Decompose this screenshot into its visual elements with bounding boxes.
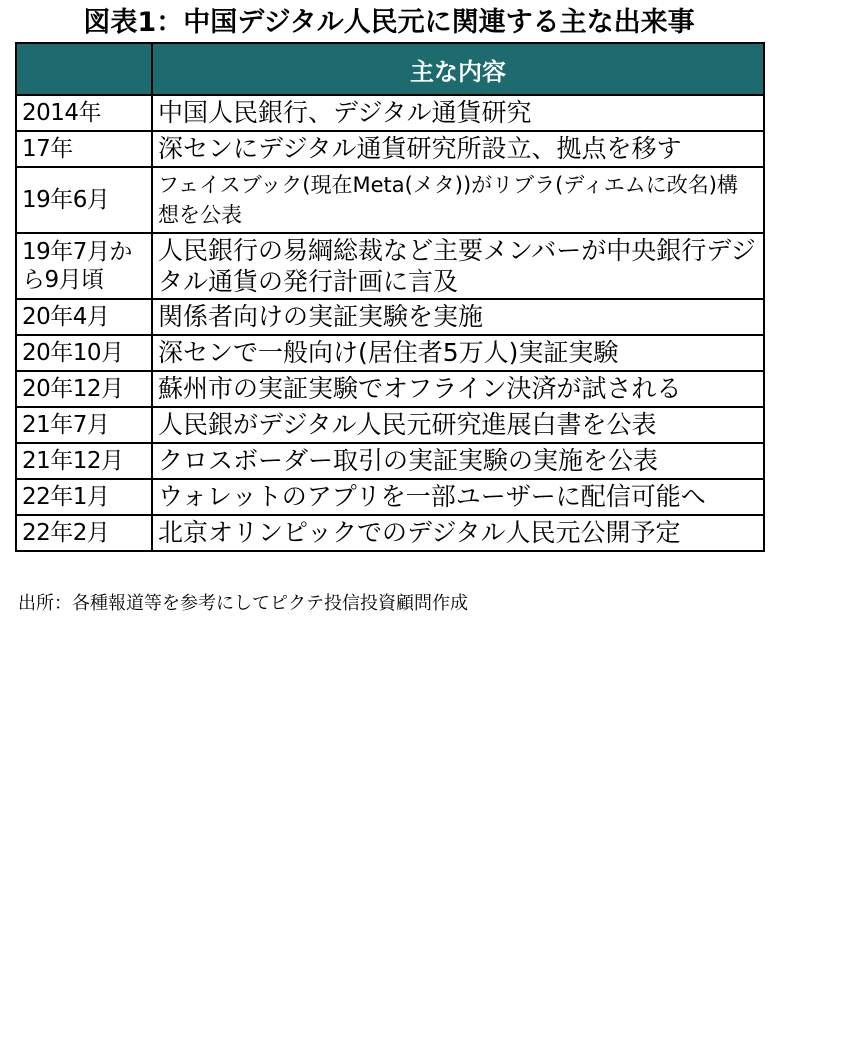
- table-row: [16, 233, 764, 299]
- content-cell: 人民銀行の易綱総裁など主要メンバーが中央銀行デジタル通貨の発行計画に言及: [152, 233, 764, 299]
- content-cell: 人民銀がデジタル人民元研究進展白書を公表: [152, 407, 764, 443]
- table-row: [16, 95, 764, 131]
- date-cell: 20年10月: [16, 335, 152, 371]
- table-header-row: [16, 43, 764, 95]
- content-cell: 深センで一般向け(居住者5万人)実証実験: [152, 335, 764, 371]
- header-content-cell: 主な内容: [152, 43, 764, 95]
- content-cell: 関係者向けの実証実験を実施: [152, 299, 764, 335]
- table-row: [16, 407, 764, 443]
- date-cell: 20年4月: [16, 299, 152, 335]
- table-row: [16, 443, 764, 479]
- table-row: [16, 335, 764, 371]
- date-cell: 22年2月: [16, 515, 152, 551]
- header-date-cell: [16, 43, 152, 95]
- events-table: [15, 42, 765, 552]
- table-row: [16, 167, 764, 233]
- content-cell: フェイスブック(現在Meta(メタ))がリブラ(ディエムに改名)構想を公表: [152, 167, 764, 233]
- table-row: [16, 479, 764, 515]
- table-row: [16, 299, 764, 335]
- date-cell: 19年6月: [16, 167, 152, 233]
- content-cell: ウォレットのアプリを一部ユーザーに配信可能へ: [152, 479, 764, 515]
- date-cell: 22年1月: [16, 479, 152, 515]
- date-cell: 2014年: [16, 95, 152, 131]
- content-cell: 北京オリンピックでのデジタル人民元公開予定: [152, 515, 764, 551]
- date-cell: 20年12月: [16, 371, 152, 407]
- table-row: [16, 371, 764, 407]
- page-title: 図表1：中国デジタル人民元に関連する主な出来事: [83, 7, 695, 38]
- source-note: 出所：各種報道等を参考にしてピクテ投信投資顧問作成: [18, 593, 468, 614]
- content-cell: 深センにデジタル通貨研究所設立、拠点を移す: [152, 131, 764, 167]
- table-row: [16, 515, 764, 551]
- content-cell: 蘇州市の実証実験でオフライン決済が試される: [152, 371, 764, 407]
- table-row: [16, 131, 764, 167]
- content-cell: クロスボーダー取引の実証実験の実施を公表: [152, 443, 764, 479]
- date-cell: 21年12月: [16, 443, 152, 479]
- date-cell: 17年: [16, 131, 152, 167]
- date-cell: 21年7月: [16, 407, 152, 443]
- date-cell: 19年7月から9月頃: [16, 233, 152, 299]
- content-cell: 中国人民銀行、デジタル通貨研究: [152, 95, 764, 131]
